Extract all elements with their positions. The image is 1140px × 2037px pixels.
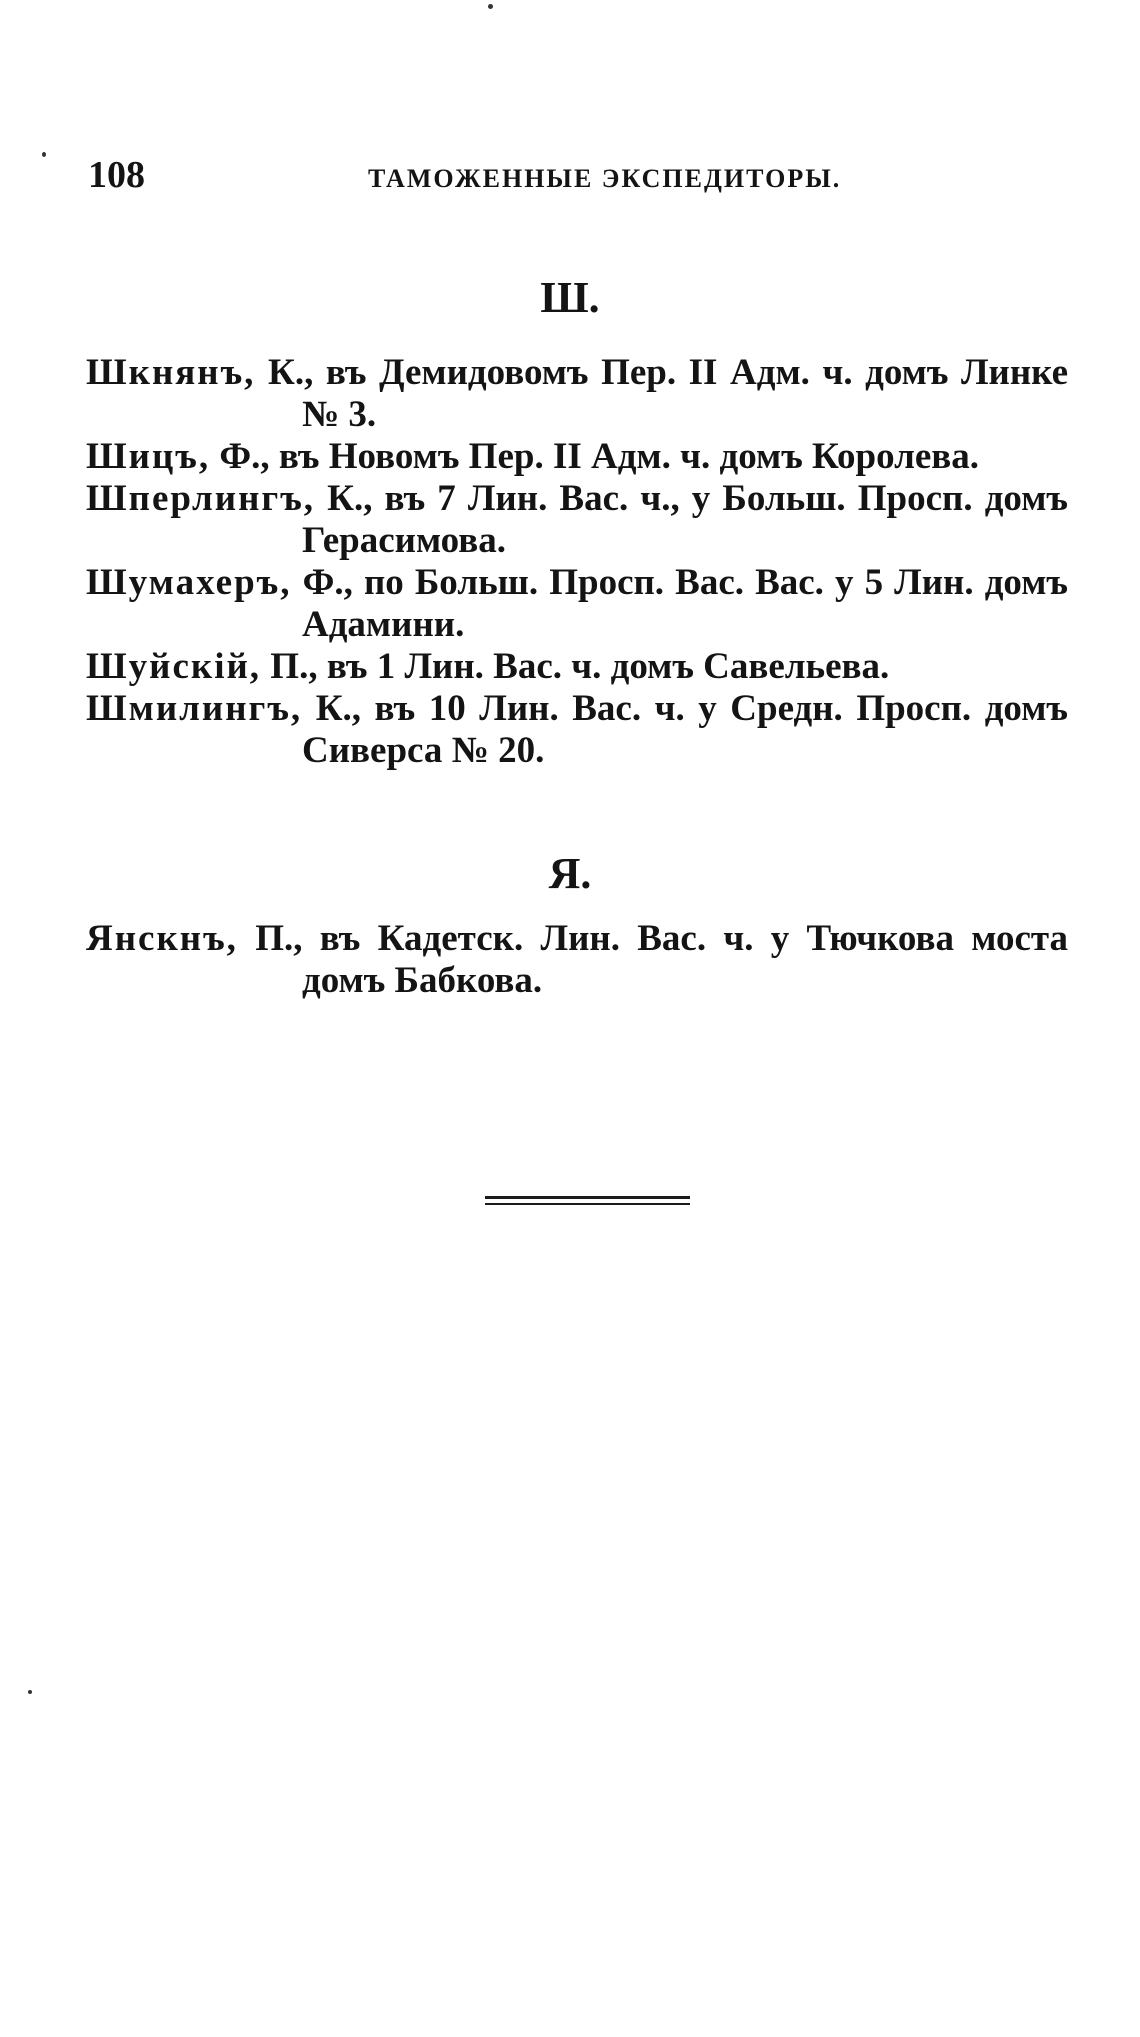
list-item <box>86 646 1068 688</box>
entry-list-sha <box>86 352 1068 772</box>
entry-name: Шмилингъ, <box>86 688 303 729</box>
entry-name: Шуйскій, <box>86 646 262 687</box>
list-item <box>86 436 1068 478</box>
double-rule-divider <box>485 1196 690 1208</box>
list-item <box>86 478 1068 562</box>
list-item <box>86 562 1068 646</box>
entry-name: Шперлингъ, <box>86 478 316 519</box>
list-item <box>86 688 1068 772</box>
print-speck <box>28 1690 32 1694</box>
rule-line-bottom <box>485 1203 690 1205</box>
entry-details: К., въ 7 Лин. Вас. ч., у Больш. Просп. домъ Герасимова. <box>302 478 1068 561</box>
page-number: 108 <box>88 154 145 196</box>
entry-list-ya <box>86 918 1068 1002</box>
entry-name: Шумахеръ, <box>86 562 292 603</box>
rule-line-top <box>485 1196 690 1199</box>
list-item <box>86 918 1068 1002</box>
print-speck <box>42 152 46 157</box>
print-speck <box>488 4 493 9</box>
running-head: ТАМОЖЕННЫЕ ЭКСПЕДИТОРЫ. <box>368 164 842 193</box>
section-letter-ya: Я. <box>548 849 592 898</box>
entry-details: П., въ 1 Лин. Вас. ч. домъ Савельева. <box>261 646 890 687</box>
page-header <box>88 150 1068 200</box>
section-letter-sha: Ш. <box>540 273 600 322</box>
list-item <box>86 352 1068 436</box>
entry-details: К., въ 10 Лин. Вас. ч. у Средн. Просп. домъ Сиверса № 20. <box>302 688 1068 771</box>
entry-name: Янскнъ, <box>86 918 238 959</box>
entry-name: Шкнянъ, <box>86 352 256 393</box>
entry-details: Ф., по Больш. Просп. Вас. Вас. у 5 Лин. домъ Адамини. <box>291 562 1068 645</box>
entry-name: Шицъ, <box>86 436 211 477</box>
entry-details: Ф., въ Новомъ Пер. II Адм. ч. домъ Королева. <box>210 436 980 477</box>
entry-details: П., въ Кадетск. Лин. Вас. ч. у Тючкова моста домъ Бабкова. <box>237 918 1068 1001</box>
entry-details: К., въ Демидовомъ Пер. II Адм. ч. домъ Линке № 3. <box>255 352 1068 435</box>
